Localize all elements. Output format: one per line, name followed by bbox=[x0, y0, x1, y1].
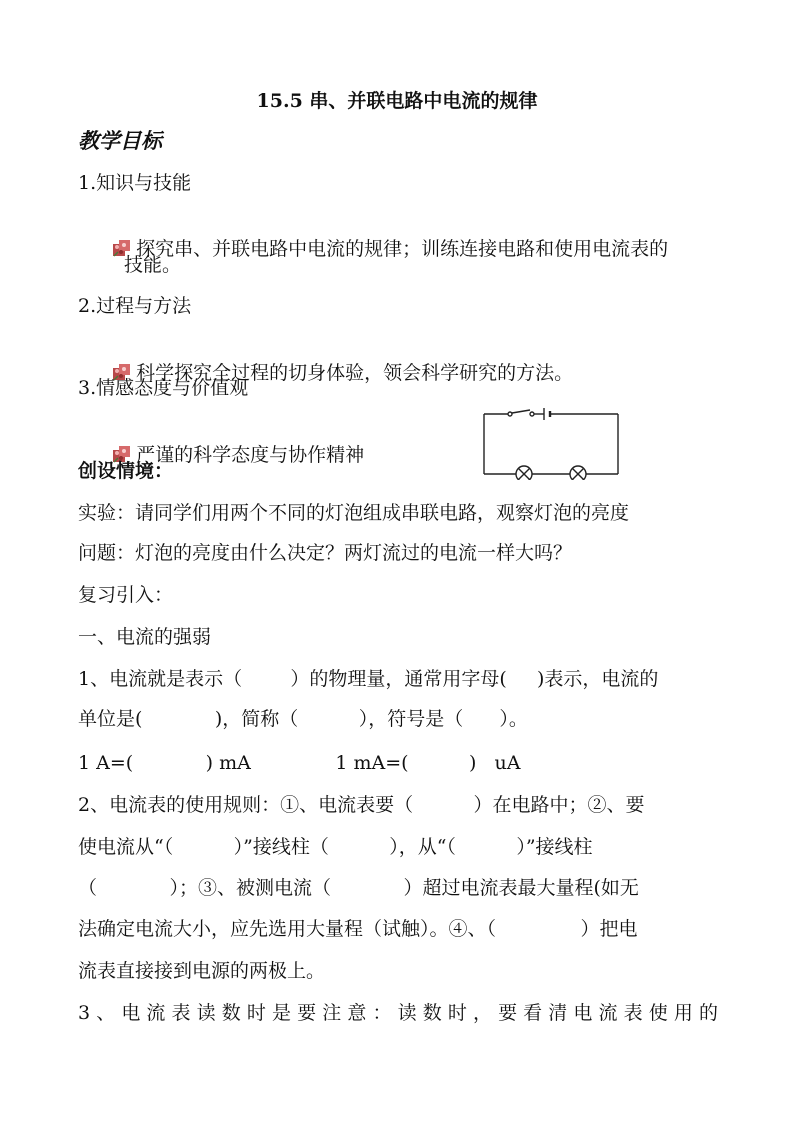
section-1-bullet-text: 探究串、并联电路中电流的规律；训练连接电路和使用电流表的 bbox=[136, 238, 669, 260]
question-text: 问题：灯泡的亮度由什么决定？两灯流过的电流一样大吗？ bbox=[78, 542, 573, 564]
section-1-bullet-continuation: 技能。 bbox=[124, 254, 182, 276]
section-2-title: 2.过程与方法 bbox=[78, 295, 192, 317]
section-1-title: 1.知识与技能 bbox=[78, 172, 192, 194]
question-1-line-2: 单位是( )，简称（ ），符号是（ ）。 bbox=[78, 708, 528, 730]
question-2-line-2: 使电流从“（ ）”接线柱（ ），从“（ ）”接线柱 bbox=[78, 836, 593, 858]
review-heading: 复习引入： bbox=[78, 584, 174, 606]
scenario-heading: 创设情境： bbox=[78, 460, 174, 482]
question-3-line-1: 3、电流表读数时是要注意：读数时，要看清电流表使用的 bbox=[78, 1002, 718, 1024]
section-1-bullet bbox=[100, 210, 668, 262]
section-3-title: 3.情感态度与价值观 bbox=[78, 377, 249, 399]
goals-heading: 教学目标 bbox=[78, 128, 162, 153]
question-2-line-1: 2、电流表的使用规则：①、电流表要（ ）在电路中；②、要 bbox=[78, 794, 645, 816]
lamp-2-icon bbox=[570, 466, 586, 480]
question-2-line-4: 法确定电流大小，应先选用大量程（试触）。④、（ ）把电 bbox=[78, 918, 638, 940]
experiment-text: 实验：请同学们用两个不同的灯泡组成串联电路，观察灯泡的亮度 bbox=[78, 502, 630, 524]
question-2-line-5: 流表直接接到电源的两极上。 bbox=[78, 960, 326, 982]
page-title: 15.5 串、并联电路中电流的规律 bbox=[256, 90, 538, 112]
question-1-line-1: 1、电流就是表示（ ）的物理量，通常用字母( )表示，电流的 bbox=[78, 668, 659, 690]
switch-lever bbox=[512, 410, 530, 413]
question-2-line-3: （ ）；③、被测电流（ ）超过电流表最大量程(如无 bbox=[78, 877, 639, 899]
unit-conversion-line: 1 A=( ) mA 1 mA=( ) uA bbox=[78, 752, 521, 774]
part-1-heading: 一、电流的强弱 bbox=[78, 626, 212, 648]
series-circuit-diagram bbox=[478, 406, 624, 480]
lamp-1-icon bbox=[516, 466, 532, 480]
section-3-bullet-text: 严谨的科学态度与协作精神 bbox=[136, 444, 365, 466]
section-2-bullet-text: 科学探究全过程的切身体验，领会科学研究的方法。 bbox=[136, 362, 574, 384]
switch-contact-left bbox=[508, 412, 512, 416]
switch-contact-right bbox=[530, 412, 534, 416]
